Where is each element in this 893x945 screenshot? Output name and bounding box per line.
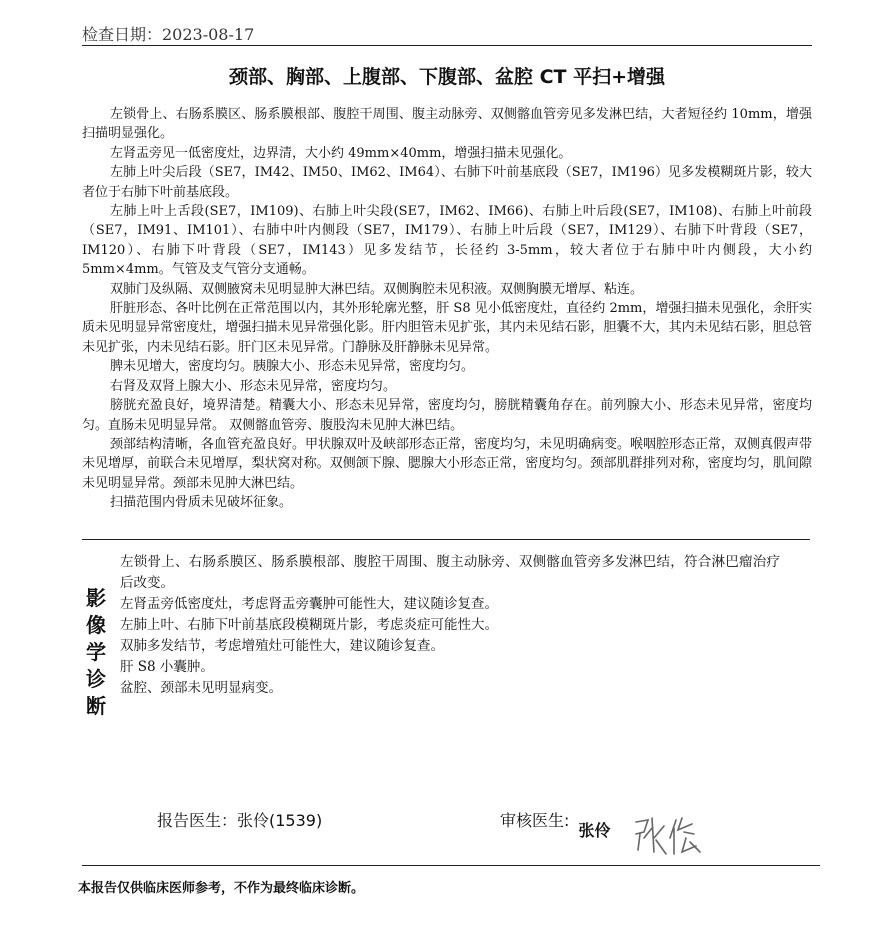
report-title: 颈部、胸部、上腹部、下腹部、盆腔 CT 平扫+增强 bbox=[228, 66, 666, 88]
finding-paragraph: 扫描范围内骨质未见破坏征象。 bbox=[110, 495, 293, 511]
finding-paragraph: 颈部结构清晰，各血管充盈良好。甲状腺双叶及峡部形态正常，密度均匀，未见明确病变。喉咽腔形态正常，双侧真假声带未见增厚，前联合未见增厚，梨状窝对称。双侧颌下腺、腮腺大小形态正常，密度均匀。颈部肌群排列对称，密度均匀，肌间隙未见明显异常。颈部未见肿大淋巴结。 bbox=[82, 436, 813, 491]
reviewer-name: 张伶 bbox=[578, 821, 611, 840]
findings-section bbox=[82, 105, 812, 513]
footer-divider bbox=[82, 865, 820, 866]
finding-paragraph: 肝脏形态、各叶比例在正常范围以内，其外形轮廓光整，肝 S8 见小低密度灶，直径约 2mm，增强扫描未见强化，余肝实质未见明显异常密度灶，增强扫描未见异常强化影。肝内胆管未见扩张，其内未见结石影，胆囊不大，其内未见结石影，胆总管未见扩张，内未见结石影。肝门区未见异常。门静脉及肝静脉未见异常。 bbox=[82, 301, 812, 355]
finding-paragraph: 膀胱充盈良好，境界清楚。精囊大小、形态未见异常，密度均匀，膀胱精囊角存在。前列腺大小、形态未见异常，密度均匀。直肠未见明显异常。 双侧髂血管旁、腹股沟未见肿大淋巴结。 bbox=[82, 398, 812, 433]
diagnosis-item: 盆腔、颈部未见明显病变。 bbox=[120, 680, 282, 696]
diagnosis-item: 双肺多发结节，考虑增殖灶可能性大，建议随诊复查。 bbox=[120, 638, 444, 654]
finding-paragraph: 左肺上叶上舌段(SE7，IM109)、右肺上叶尖段(SE7，IM62、IM66)、右肺上叶后段(SE7，IM108)、右肺上叶前段（SE7，IM91、IM101）、右肺中叶内侧段（SE7，IM179）、右肺上叶后段（SE7，IM129）、右肺下叶背段（SE7，IM120）、右肺下叶背段（SE7，IM143）见多发结节，长径约 3-5mm，较大者位于右肺中叶内侧段，大小约 5mm×4mm。气管及支气管分支通畅。 bbox=[82, 204, 812, 278]
reviewer-label: 审核医生: bbox=[500, 811, 570, 830]
exam-date: 检查日期：2023-08-17 bbox=[82, 25, 255, 44]
header-divider bbox=[82, 45, 812, 46]
diagnosis-item: 肝 S8 小囊肿。 bbox=[120, 659, 214, 675]
finding-paragraph: 左肾盂旁见一低密度灶，边界清，大小约 49mm×40mm，增强扫描未见强化。 bbox=[110, 145, 572, 161]
finding-paragraph: 右肾及双肾上腺大小、形态未见异常，密度均匀。 bbox=[110, 378, 397, 394]
diagnosis-item: 左锁骨上、右肠系膜区、肠系膜根部、腹腔干周围、腹主动脉旁、双侧髂血管旁多发淋巴结，符合淋巴瘤治疗后改变。 bbox=[120, 554, 780, 591]
diagnosis-item: 左肺上叶、右肺下叶前基底段模糊斑片影，考虑炎症可能性大。 bbox=[120, 617, 498, 633]
diagnosis-section bbox=[120, 552, 780, 699]
finding-paragraph: 脾未见增大，密度均匀。胰腺大小、形态未见异常，密度均匀。 bbox=[110, 359, 475, 375]
finding-paragraph: 左锁骨上、右肠系膜区、肠系膜根部、腹腔干周围、腹主动脉旁、双侧髂血管旁见多发淋巴结，大者短径约 10mm，增强扫描明显强化。 bbox=[82, 107, 812, 142]
diagnosis-label: 影像学诊断 bbox=[86, 586, 106, 718]
handwritten-signature-icon bbox=[630, 808, 710, 858]
reporting-doctor: 报告医生：张伶(1539) bbox=[157, 811, 323, 830]
finding-paragraph: 左肺上叶尖后段（SE7，IM42、IM50、IM62、IM64）、右肺下叶前基底段（SE7，IM196）见多发模糊斑片影，较大者位于右肺下叶前基底段。 bbox=[82, 165, 812, 200]
reviewing-doctor bbox=[500, 808, 611, 840]
diagnosis-item: 左肾盂旁低密度灶，考虑肾盂旁囊肿可能性大，建议随诊复查。 bbox=[120, 596, 498, 612]
section-divider bbox=[82, 539, 810, 540]
disclaimer: 本报告仅供临床医师参考，不作为最终临床诊断。 bbox=[78, 881, 365, 896]
finding-paragraph: 双肺门及纵隔、双侧腋窝未见明显肿大淋巴结。双侧胸腔未见积液。双侧胸膜无增厚、粘连。 bbox=[110, 281, 644, 297]
